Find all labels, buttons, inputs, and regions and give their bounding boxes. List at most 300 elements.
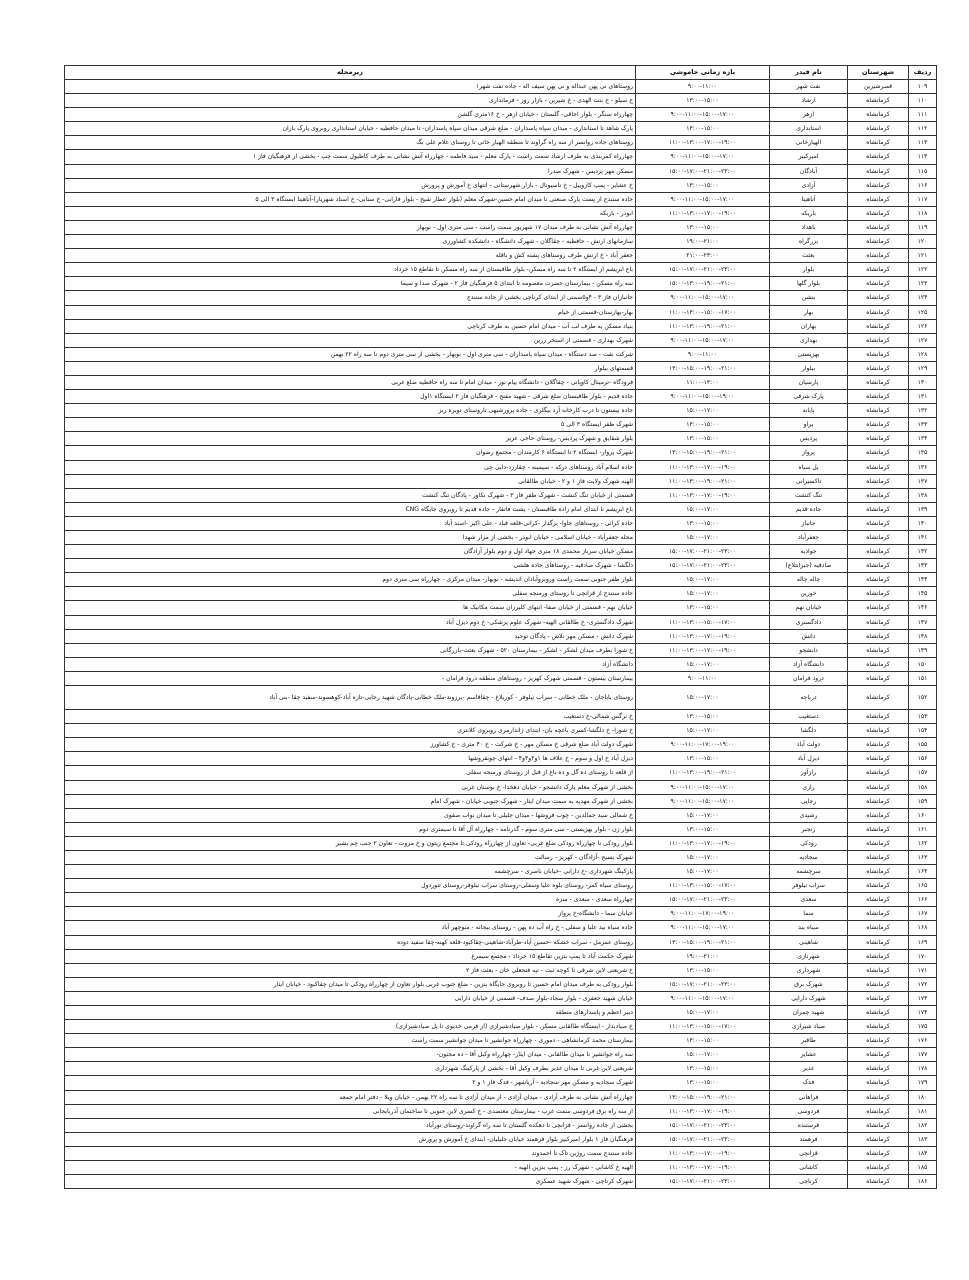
header-feeder: نام فیدر (770, 66, 848, 80)
table-row (65, 516, 937, 530)
area-cell: روستای سیاه کمر- روستای بلوه علیا وسفلی-روستای سراب نیلوفر-روستای تتوردول (65, 879, 636, 893)
time-range-cell: ۱۳:۰۰-۱۵:۰۰-۱۹:۰۰-۲۱:۰۰ (636, 446, 770, 460)
city-cell: کرمانشاه (848, 879, 909, 893)
row-number: ۱۶۴ (909, 865, 937, 879)
table-row (65, 629, 937, 643)
table-row (65, 80, 937, 94)
area-cell: چهارراه آتش نشانی به طرف آزادی - میدان آزادی - از میدان آزادی تا سه راه ۲۲ بهمن - خیابان ویلا - دفتر امام جمعه (65, 1090, 636, 1104)
feeder-cell: پارک شرقی (770, 390, 848, 404)
feeder-cell: ازهر (770, 108, 848, 122)
feeder-cell: سعدی (770, 893, 848, 907)
city-cell: کرمانشاه (848, 1048, 909, 1062)
feeder-cell: پردیس (770, 432, 848, 446)
feeder-cell: باهداد (770, 220, 848, 234)
time-range-cell: ۱۱:۰۰-۱۳:۰۰-۱۷:۰۰-۱۹:۰۰ (636, 643, 770, 657)
area-cell: شهرک حکمت آباد تا پمپ بنزین تقاطع ۱۵ خرداد - مجتمع سیمرغ (65, 949, 636, 963)
area-cell: چهارراه کمربندی به طرف ارشاد سمت راست - پارک معلم - سید فاطمه - چهارراه آتش نشانی به طرف کاظیول سمت چپ - بخشی از فرهنگیان فاز ۱ (65, 150, 636, 164)
area-cell: شهرک پرواز- ایستگاه ۲ تا ایستگاه ۶ کارمندان - مجتمع رضوان (65, 446, 636, 460)
row-number: ۱۳۳ (909, 418, 937, 432)
table-row (65, 305, 937, 319)
table-row (65, 291, 937, 305)
time-range-cell: ۹:۰۰-۱۱:۰۰-۱۵:۰۰-۱۷:۰۰ (636, 150, 770, 164)
row-number: ۱۴۹ (909, 643, 937, 657)
city-cell: کرمانشاه (848, 531, 909, 545)
city-cell: کرمانشاه (848, 545, 909, 559)
time-range-cell: ۱۹:۰۰-۲۱:۰۰ (636, 235, 770, 249)
feeder-cell: قزانچی (770, 1146, 848, 1160)
row-number: ۱۱۳ (909, 136, 937, 150)
feeder-cell: کاشانی (770, 1161, 848, 1175)
feeder-cell: بهاران (770, 319, 848, 333)
feeder-cell: بلوار گلها (770, 277, 848, 291)
row-number: ۱۸۴ (909, 1146, 937, 1160)
row-number: ۱۵۴ (909, 724, 937, 738)
row-number: ۱۴۴ (909, 573, 937, 587)
table-row (65, 1161, 937, 1175)
row-number: ۱۷۵ (909, 1020, 937, 1034)
row-number: ۱۵۳ (909, 710, 937, 724)
table-row (65, 404, 937, 418)
area-cell: فرهنگیان فاز ۱ بلوار امیرکبیر بلوار فرهمند خیابان جلیلیان- ابتدای خ آموزش و پرورش (65, 1132, 636, 1146)
feeder-cell: جوادیه (770, 545, 848, 559)
row-number: ۱۵۸ (909, 780, 937, 794)
time-range-cell: ۱۱:۰۰-۱۳:۰۰-۱۷:۰۰-۱۹:۰۰ (636, 1146, 770, 1160)
time-range-cell: ۱۳:۰۰-۱۵:۰۰ (636, 752, 770, 766)
table-row (65, 136, 937, 150)
city-cell: کرمانشاه (848, 1132, 909, 1146)
feeder-cell: شهید چمران (770, 1006, 848, 1020)
table-row (65, 921, 937, 935)
feeder-cell: صادقیه (جبرانتلاع) (770, 559, 848, 573)
row-number: ۱۸۶ (909, 1175, 937, 1189)
area-cell: مسکن مهر پردیس - شهرک صدرا (65, 164, 636, 178)
feeder-cell: رودکی (770, 836, 848, 850)
table-body (65, 80, 937, 1189)
feeder-cell: استانداری (770, 122, 848, 136)
time-range-cell: ۱۵:۰۰-۱۷:۰۰ (636, 531, 770, 545)
city-cell: کرمانشاه (848, 488, 909, 502)
time-range-cell: ۹:۰۰-۱۱:۰۰-۱۵:۰۰-۱۷:۰۰ (636, 192, 770, 206)
table-row (65, 418, 937, 432)
table-row (65, 766, 937, 780)
city-cell: کرمانشاه (848, 921, 909, 935)
time-range-cell: ۱۳:۰۰-۱۵:۰۰-۱۹:۰۰-۲۱:۰۰ (636, 935, 770, 949)
area-cell: پارکینگ شهرداری -خ دارایی -خیابان ناصری - سرچشمه (65, 865, 636, 879)
table-row (65, 432, 937, 446)
area-cell: بخشی از شهرک معلم پارک دانشجو - خیابان دهخدا- خ بوستان غربی (65, 780, 636, 794)
time-range-cell: ۱۱:۰۰-۱۳:۰۰-۱۹:۰۰-۲۱:۰۰ (636, 766, 770, 780)
time-range-cell: ۱۱:۰۰-۱۳:۰۰-۱۷:۰۰-۱۹:۰۰ (636, 136, 770, 150)
feeder-cell: چاله چاله (770, 573, 848, 587)
row-number: ۱۳۴ (909, 432, 937, 446)
city-cell: کرمانشاه (848, 432, 909, 446)
time-range-cell: ۱۱:۰۰-۱۳:۰۰-۱۷:۰۰-۱۹:۰۰ (636, 629, 770, 643)
feeder-cell: شهرک برق (770, 977, 848, 991)
city-cell: کرمانشاه (848, 460, 909, 474)
area-cell: بخشی از جاده روانسر - قزانچی تا دهکده گلستان تا سه راه گراوند-روستای نورآباد (65, 1118, 636, 1132)
time-range-cell: ۱۵:۰۰-۱۳:۰۰-۱۹:۰۰-۲۱:۰۰ (636, 277, 770, 291)
area-cell: خ شورا بطرف میدان لشکر - لشکر - بیمارستان ۵۲۰ - شهرک بعثت-بازرگانی (65, 643, 636, 657)
time-range-cell: ۱۳:۰۰-۱۵:۰۰ (636, 601, 770, 615)
area-cell: خ شریعتی لاین شرقی تا کوچه ثبت - تپه فتحعلی خان - بعثت فاز ۲ (65, 963, 636, 977)
table-row (65, 192, 937, 206)
table-row (65, 488, 937, 502)
table-row (65, 671, 937, 685)
time-range-cell: ۱۵:۰۰-۱۷:۰۰ (636, 404, 770, 418)
time-range-cell: ۱۱:۰۰-۱۳:۰۰-۱۷:۰۰-۱۹:۰۰ (636, 1161, 770, 1175)
city-cell: کرمانشاه (848, 319, 909, 333)
feeder-cell: شهرداری (770, 963, 848, 977)
time-range-cell: ۱۳:۰۰-۱۵:۰۰-۱۹:۰۰-۲۱:۰۰ (636, 1090, 770, 1104)
city-cell: کرمانشاه (848, 502, 909, 516)
feeder-cell: دانشجو (770, 643, 848, 657)
area-cell: خ شمالی سید جمالدین - چوب فروشها - میدان جلیلی تا میدان نواب صفوی (65, 808, 636, 822)
feeder-cell: خورین (770, 587, 848, 601)
feeder-cell: سیاه بید (770, 921, 848, 935)
feeder-cell: فرهمند (770, 1132, 848, 1146)
area-cell: ابوذر - باریکه (65, 206, 636, 220)
city-cell: کرمانشاه (848, 136, 909, 150)
feeder-cell: شهرک دارایی (770, 991, 848, 1005)
row-number: ۱۳۹ (909, 502, 937, 516)
feeder-cell: شهرنازی (770, 949, 848, 963)
table-row (65, 850, 937, 864)
table-row (65, 879, 937, 893)
area-cell: بنیاد مسکن به طرف لب آب - میدان امام حسین به طرف کرناچی (65, 319, 636, 333)
table-row (65, 206, 937, 220)
row-number: ۱۵۶ (909, 752, 937, 766)
area-cell: جاده سنندج سمت روژین تاک تا احمدوند (65, 1146, 636, 1160)
time-range-cell: ۱۵:۰۰-۱۷:۰۰-۲۱:۰۰-۲۳:۰۰ (636, 1132, 770, 1146)
feeder-cell: کرناچی (770, 1175, 848, 1189)
city-cell: کرمانشاه (848, 752, 909, 766)
feeder-cell: خیابان نهم (770, 601, 848, 615)
row-number: ۱۲۶ (909, 319, 937, 333)
city-cell: کرمانشاه (848, 333, 909, 347)
feeder-cell: بیلوار (770, 361, 848, 375)
time-range-cell: ۱۳:۰۰-۱۵:۰۰ (636, 432, 770, 446)
table-row (65, 935, 937, 949)
table-row (65, 474, 937, 488)
table-row (65, 361, 937, 375)
city-cell: کرمانشاه (848, 977, 909, 991)
feeder-cell: جعفرآباد (770, 531, 848, 545)
time-range-cell: ۱۳:۰۰-۱۵:۰۰ (636, 122, 770, 136)
area-cell: دیزل آباد خ اول و سوم - خ علاف ها ۱و۲و۳و۴ - انتهای چوبفروشها (65, 752, 636, 766)
area-cell: باغ ابریشم از ایستگاه ۲ تا سه راه مسکن- بلوار طاقبستان از سه راه مسکن تا تقاطع ۱۵ خرداد (65, 263, 636, 277)
time-range-cell: ۹:۰۰-۱۱:۰۰ (636, 347, 770, 361)
row-number: ۱۲۰ (909, 235, 937, 249)
area-cell: شهرک بسیج -آزادگان - کهریز - رسالت (65, 850, 636, 864)
city-cell: کرمانشاه (848, 277, 909, 291)
row-number: ۱۶۸ (909, 921, 937, 935)
feeder-cell: آناهیتا (770, 192, 848, 206)
row-number: ۱۶۵ (909, 879, 937, 893)
city-cell: کرمانشاه (848, 1090, 909, 1104)
feeder-cell: رازی (770, 780, 848, 794)
table-row (65, 164, 937, 178)
table-row (65, 991, 937, 1005)
time-range-cell: ۱۱:۰۰-۱۳:۰۰ (636, 375, 770, 389)
area-cell: خیابان نهم - قسمتی از خیابان صفا- انتهای کلبرزان سمت مکانیک ها (65, 601, 636, 615)
table-row (65, 1034, 937, 1048)
city-cell: کرمانشاه (848, 122, 909, 136)
row-number: ۱۲۸ (909, 347, 937, 361)
area-cell: روستاهای نی پهن عبداله و نی پهن سیف اله - جاده نفت شهر۱ (65, 80, 636, 94)
table-row (65, 808, 937, 822)
area-cell: جاده سیاه بید علیا و سفلی - خ راه آب ده پهن - روستای بیجانه - منوچهر آباد (65, 921, 636, 935)
city-cell: کرمانشاه (848, 601, 909, 615)
city-cell: کرمانشاه (848, 710, 909, 724)
city-cell: کرمانشاه (848, 850, 909, 864)
feeder-cell: فدک (770, 1076, 848, 1090)
feeder-cell: عشایر (770, 1048, 848, 1062)
area-cell: خ نرگس شمالی-خ دستغیب (65, 710, 636, 724)
city-cell: کرمانشاه (848, 573, 909, 587)
area-cell: سازمانهای ارتش - حافظیه - چقاگلان - شهرک دانشگاه - دانشکده کشاورزی (65, 235, 636, 249)
area-cell: روستاهای جاده روانسر از سه راه گراوند تا منطقه الهیار خانی تا روستای غلام علی بگ (65, 136, 636, 150)
feeder-cell: دانش (770, 629, 848, 643)
area-cell: خ شورا- خ دلگشا-کسری باغچه بان- ابتدای ژاندارمری روبروی کلانتری (65, 724, 636, 738)
row-number: ۱۴۸ (909, 629, 937, 643)
feeder-cell: بعثت (770, 249, 848, 263)
time-range-cell: ۱۳:۰۰-۱۵:۰۰ (636, 220, 770, 234)
row-number: ۱۵۰ (909, 657, 937, 671)
city-cell: کرمانشاه (848, 192, 909, 206)
row-number: ۱۷۶ (909, 1034, 937, 1048)
table-row (65, 724, 937, 738)
city-cell: کرمانشاه (848, 949, 909, 963)
city-cell: کرمانشاه (848, 1118, 909, 1132)
area-cell: از قلعه تا روستای ده گل و ده باغ از قبل از روستای ورمنجه سفلی (65, 766, 636, 780)
time-range-cell: ۱۱:۰۰-۱۳:۰۰-۱۵:۰۰-۱۷:۰۰ (636, 1020, 770, 1034)
table-header-row (65, 66, 937, 80)
city-cell: کرمانشاه (848, 629, 909, 643)
time-range-cell: ۱۳:۰۰-۱۵:۰۰ (636, 178, 770, 192)
row-number: ۱۱۸ (909, 206, 937, 220)
area-cell: بلوار رودکی به طرف میدان امام حسین تا روبروی جایگاه بنزین - ضلع جنوب غربی بلوار تعاون از چهارراه رودکی تا میدان چقاکبود - خیابان ایثار (65, 977, 636, 991)
city-cell: کرمانشاه (848, 150, 909, 164)
table-row (65, 1175, 937, 1189)
city-cell: کرمانشاه (848, 220, 909, 234)
area-cell: خ سیلو - خ بنت الهدی - خ شیرین - بازار روز - فرمانداری (65, 94, 636, 108)
table-row (65, 1048, 937, 1062)
table-row (65, 347, 937, 361)
row-number: ۱۲۹ (909, 361, 937, 375)
table-row (65, 893, 937, 907)
time-range-cell: ۱۳:۰۰-۱۵:۰۰ (636, 94, 770, 108)
row-number: ۱۴۰ (909, 516, 937, 530)
row-number: ۱۰۹ (909, 80, 937, 94)
time-range-cell: ۱۱:۰۰-۱۳:۰۰-۱۹:۰۰-۲۱:۰۰ (636, 474, 770, 488)
area-cell: سه راه مسکن - بیمارستان حضرت معصومه تا ابتدای ۵ فرهنگیان فاز ۲ - شهرک صدا و سیما (65, 277, 636, 291)
time-range-cell: ۱۳:۰۰-۱۵:۰۰-۱۹:۰۰-۲۱:۰۰ (636, 361, 770, 375)
table-row (65, 710, 937, 724)
row-number: ۱۳۷ (909, 474, 937, 488)
row-number: ۱۷۱ (909, 963, 937, 977)
time-range-cell: ۹:۰۰-۱۱:۰۰-۱۵:۰۰-۱۷:۰۰ (636, 921, 770, 935)
area-cell: خیابان سما - دانشگاه-خ پرواز (65, 907, 636, 921)
time-range-cell: ۱۵:۰۰-۱۷:۰۰ (636, 1048, 770, 1062)
table-row (65, 752, 937, 766)
city-cell: کرمانشاه (848, 404, 909, 418)
row-number: ۱۱۷ (909, 192, 937, 206)
area-cell: جاده قدیم - بلوار طاقبستان ضلع شرقی - شهید مفتح - فرهنگیان فاز ۲ ایستگاه ۱اول (65, 390, 636, 404)
area-cell: الهیه خ کاشانی - شهرک رز - پمپ بنزین الهیه - (65, 1161, 636, 1175)
table-row (65, 1076, 937, 1090)
time-range-cell: ۱۵:۰۰-۱۷:۰۰ (636, 865, 770, 879)
feeder-cell: تاکسیرانی (770, 474, 848, 488)
city-cell: کرمانشاه (848, 1020, 909, 1034)
row-number: ۱۴۲ (909, 545, 937, 559)
feeder-cell: جاده قدیم (770, 502, 848, 516)
table-row (65, 865, 937, 879)
city-cell: کرمانشاه (848, 347, 909, 361)
table-row (65, 1104, 937, 1118)
table-row (65, 1118, 937, 1132)
table-row (65, 559, 937, 573)
area-cell: شهرک دولت آباد ضلع شرقی خ مسکن مهر - خ شرکت - خ ۴۰ متری - خ کشاورز (65, 738, 636, 752)
table-row (65, 319, 937, 333)
feeder-cell: پرواز (770, 446, 848, 460)
table-row (65, 545, 937, 559)
city-cell: کرمانشاه (848, 822, 909, 836)
row-number: ۱۵۲ (909, 686, 937, 710)
area-cell: از سه راه برق فردوسی سمت غرب - بیمارستان معتضدی - خ کسری لاین جنوبی تا ساختمان آذربایجانی (65, 1104, 636, 1118)
time-range-cell: ۱۳:۰۰-۱۵:۰۰ (636, 963, 770, 977)
feeder-cell: پایانه (770, 404, 848, 418)
city-cell: کرمانشاه (848, 1076, 909, 1090)
city-cell: کرمانشاه (848, 178, 909, 192)
time-range-cell: ۱۵:۰۰-۱۷:۰۰ (636, 850, 770, 864)
row-number: ۱۴۷ (909, 615, 937, 629)
feeder-cell: جانباز (770, 516, 848, 530)
city-cell: کرمانشاه (848, 836, 909, 850)
row-number: ۱۵۷ (909, 766, 937, 780)
area-cell: دلگشا - شهرک صادقیه - روستاهای جاده هلشی (65, 559, 636, 573)
area-cell: خیابان شهید جعفری - بلوار سجاد-بلوار صدف- قسمتی از خیابان دارایی (65, 991, 636, 1005)
feeder-cell: دستغیب (770, 710, 848, 724)
city-cell: کرمانشاه (848, 516, 909, 530)
row-number: ۱۴۱ (909, 531, 937, 545)
feeder-cell: سما (770, 907, 848, 921)
city-cell: کرمانشاه (848, 1161, 909, 1175)
time-range-cell: ۹:۰۰-۱۱:۰۰ (636, 80, 770, 94)
area-cell: محله جعفرآباد - خیابان اسلامی - خیابان ابوذر - بخشی از مزار شهدا (65, 531, 636, 545)
area-cell: جاده اسلام آباد روستاهای درکه - سیمینه - چقارزد-دایی چی (65, 460, 636, 474)
time-range-cell: ۲۱:۰۰-۲۳:۰۰ (636, 249, 770, 263)
table-row (65, 1020, 937, 1034)
row-number: ۱۶۰ (909, 808, 937, 822)
time-range-cell: ۱۵:۰۰-۱۷:۰۰ (636, 724, 770, 738)
area-cell: مسکن خیابان سرباز محمدی ۱۸ متری جهاد اول و دوم بلوار آزادگان (65, 545, 636, 559)
feeder-cell: امیرکبیر (770, 150, 848, 164)
area-cell: جاده کرانی - روستاهای جاوا- بزگدار -کرانی-قلعه قباد - علی اکبر -اسند آباد (65, 516, 636, 530)
area-cell: خ عشایر - پمپ کازوییل - خ تاسیونال - بازار شهرستانی - انتهای خ آموزش و پرورش (65, 178, 636, 192)
table-row (65, 249, 937, 263)
table-row (65, 446, 937, 460)
feeder-cell: تنگ کنشت (770, 488, 848, 502)
row-number: ۱۱۹ (909, 220, 937, 234)
table-row (65, 1006, 937, 1020)
time-range-cell: ۱۹:۰۰-۲۱:۰۰ (636, 949, 770, 963)
city-cell: کرمانشاه (848, 263, 909, 277)
table-row (65, 235, 937, 249)
row-number: ۱۳۵ (909, 446, 937, 460)
feeder-cell: بزرگراه (770, 235, 848, 249)
city-cell: کرمانشاه (848, 907, 909, 921)
time-range-cell: ۹:۰۰-۱۱:۰۰-۱۵:۰۰-۱۷:۰۰ (636, 794, 770, 808)
city-cell: کرمانشاه (848, 108, 909, 122)
table-row (65, 531, 937, 545)
feeder-cell: رجایی (770, 794, 848, 808)
time-range-cell: ۱۵:۰۰-۱۷:۰۰-۲۱:۰۰-۲۳:۰۰ (636, 1118, 770, 1132)
area-cell: چهارراه سنگر - بلوار اجاقی- گلستان - خیابان ازهر - خ ۱۶متری گلشن (65, 108, 636, 122)
city-cell: کرمانشاه (848, 615, 909, 629)
feeder-cell: آبادگان (770, 164, 848, 178)
time-range-cell: ۹:۰۰-۱۱:۰۰-۱۵:۰۰-۱۷:۰۰ (636, 333, 770, 347)
area-cell: باغ ابریشم تا ابتدای امام زاده طاقبستان - پشت فاتفار - جاده قدیم تا روبروی جایگاه CNG (65, 502, 636, 516)
table-row (65, 643, 937, 657)
time-range-cell: ۱۵:۰۰-۱۷:۰۰ (636, 808, 770, 822)
row-number: ۱۳۲ (909, 404, 937, 418)
time-range-cell: ۱۳:۰۰-۱۵:۰۰ (636, 516, 770, 530)
row-number: ۱۳۸ (909, 488, 937, 502)
row-number: ۱۷۴ (909, 1006, 937, 1020)
table-row (65, 949, 937, 963)
time-range-cell: ۹:۰۰-۱۱:۰۰-۱۷:۰۰-۱۹:۰۰ (636, 907, 770, 921)
area-cell: بخشی از شهرک مهدیه به سمت میدان ایثار - شهرک جنوبی خیابان - شهرک امام (65, 794, 636, 808)
row-number: ۱۶۹ (909, 935, 937, 949)
outage-schedule (64, 65, 936, 1189)
row-number: ۱۱۲ (909, 122, 937, 136)
row-number: ۱۶۲ (909, 836, 937, 850)
table-row (65, 686, 937, 710)
area-cell: بهار-بهارستان-قسمتی از خیام (65, 305, 636, 319)
table-row (65, 836, 937, 850)
time-range-cell: ۱۳:۰۰-۱۵:۰۰ (636, 418, 770, 432)
time-range-cell: ۱۳:۰۰-۱۵:۰۰ (636, 1076, 770, 1090)
area-cell: بلوار زن - بلوار بهزیستی - سی متری سوم - گذرنامه - چهارراه آل آقا تا سیمتری دوم (65, 822, 636, 836)
city-cell: قصرشیرین (848, 80, 909, 94)
area-cell: الهیه شهرک ولایت فاز ۱ و ۲ - خیابان طالقانی (65, 474, 636, 488)
row-number: ۱۸۰ (909, 1090, 937, 1104)
row-number: ۱۱۶ (909, 178, 937, 192)
feeder-cell: دریاچه (770, 686, 848, 710)
row-number: ۱۳۰ (909, 375, 937, 389)
feeder-cell: سرچشمه (770, 865, 848, 879)
time-range-cell: ۱۱:۰۰-۱۳:۰۰-۱۵:۰۰-۱۷:۰۰ (636, 879, 770, 893)
time-range-cell: ۹:۰۰-۱۱:۰۰-۱۵:۰۰-۱۷:۰۰ (636, 991, 770, 1005)
area-cell: شهرک ظفر ایستگاه ۳ الی ۵ (65, 418, 636, 432)
city-cell: کرمانشاه (848, 724, 909, 738)
city-cell: کرمانشاه (848, 893, 909, 907)
feeder-cell: نفت شهر (770, 80, 848, 94)
time-range-cell: ۹:۰۰-۱۱:۰۰-۱۵:۰۰-۱۷:۰۰ (636, 108, 770, 122)
area-cell: جعفر آباد - خ ارتش طرف روستاهای پشته کش و باقله (65, 249, 636, 263)
row-number: ۱۵۹ (909, 794, 937, 808)
feeder-cell: فرستنده (770, 1118, 848, 1132)
area-cell: دانشگاه آزاد (65, 657, 636, 671)
time-range-cell: ۱۱:۰۰-۱۳:۰۰-۱۷:۰۰-۱۹:۰۰ (636, 1104, 770, 1118)
time-range-cell: ۱۵:۰۰-۱۷:۰۰ (636, 1006, 770, 1020)
city-cell: کرمانشاه (848, 686, 909, 710)
table-row (65, 907, 937, 921)
city-cell: کرمانشاه (848, 291, 909, 305)
city-cell: کرمانشاه (848, 671, 909, 685)
row-number: ۱۵۵ (909, 738, 937, 752)
city-cell: کرمانشاه (848, 1034, 909, 1048)
